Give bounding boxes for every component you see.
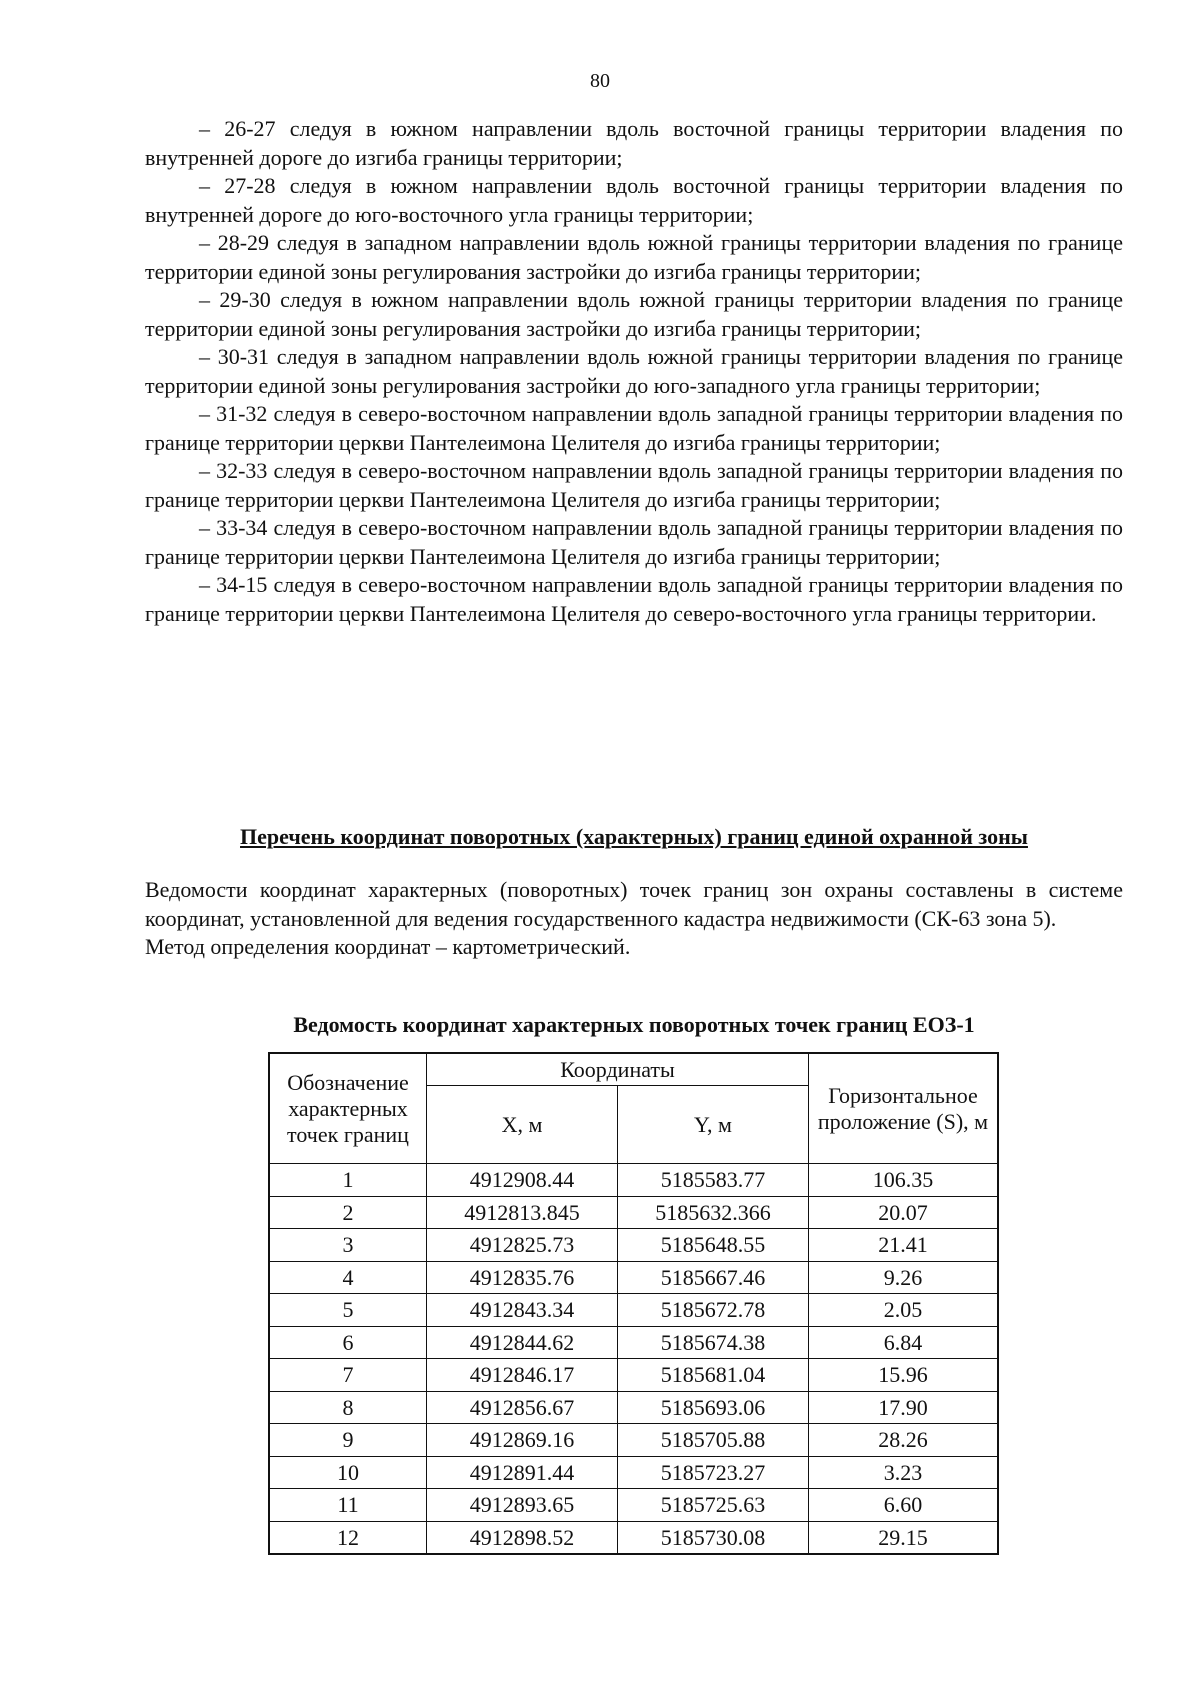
paragraph-31-32: – 31-32 следуя в северо-восточном направлении вдоль западной границы территории владения по границе территории церкви Пантелеимона Целителя до изгиба границы территории; <box>145 401 1123 455</box>
paragraph-32-33: – 32-33 следуя в северо-восточном направлении вдоль западной границы территории владения по границе территории церкви Пантелеимона Целителя до изгиба границы территории; <box>145 458 1123 512</box>
cell-n: 9 <box>269 1424 427 1457</box>
intro-paragraph: Ведомости координат характерных (поворотных) точек границ зон охраны составлены в системе координат, установленной для ведения государственного кадастра недвижимости (СК-63 зона 5). <box>145 877 1123 931</box>
cell-y: 5185725.63 <box>618 1489 809 1522</box>
table-row <box>269 1294 998 1327</box>
cell-n: 5 <box>269 1294 427 1327</box>
cell-x: 4912846.17 <box>427 1359 618 1392</box>
cell-n: 1 <box>269 1164 427 1197</box>
cell-s: 17.90 <box>809 1391 999 1424</box>
cell-x: 4912835.76 <box>427 1261 618 1294</box>
header-coordinates: Координаты <box>427 1053 809 1086</box>
cell-n: 10 <box>269 1456 427 1489</box>
table-title: Ведомость координат характерных поворотных точек границ ЕОЗ-1 <box>293 1012 975 1037</box>
cell-n: 8 <box>269 1391 427 1424</box>
cell-y: 5185672.78 <box>618 1294 809 1327</box>
paragraph-28-29: – 28-29 следуя в западном направлении вдоль южной границы территории владения по границе территории единой зоны регулирования застройки до изгиба границы территории; <box>145 230 1123 284</box>
cell-s: 29.15 <box>809 1521 999 1554</box>
table-row <box>269 1424 998 1457</box>
table-row <box>269 1229 998 1262</box>
table-row <box>269 1326 998 1359</box>
cell-y: 5185648.55 <box>618 1229 809 1262</box>
cell-x: 4912898.52 <box>427 1521 618 1554</box>
table-row <box>269 1456 998 1489</box>
cell-x: 4912893.65 <box>427 1489 618 1522</box>
cell-x: 4912908.44 <box>427 1164 618 1197</box>
table-row <box>269 1196 998 1229</box>
cell-y: 5185667.46 <box>618 1261 809 1294</box>
cell-n: 4 <box>269 1261 427 1294</box>
paragraph-26-27: – 26-27 следуя в южном направлении вдоль восточной границы территории владения по внутренней дороге до изгиба границы территории; <box>145 116 1123 170</box>
cell-s: 21.41 <box>809 1229 999 1262</box>
cell-n: 3 <box>269 1229 427 1262</box>
table-row <box>269 1359 998 1392</box>
cell-s: 6.84 <box>809 1326 999 1359</box>
coordinates-table <box>268 1052 999 1555</box>
cell-x: 4912869.16 <box>427 1424 618 1457</box>
cell-x: 4912843.34 <box>427 1294 618 1327</box>
cell-y: 5185681.04 <box>618 1359 809 1392</box>
paragraph-34-15: – 34-15 следуя в северо-восточном направлении вдоль западной границы территории владения по границе территории церкви Пантелеимона Целителя до северо-восточного угла границы территории. <box>145 572 1123 626</box>
cell-n: 12 <box>269 1521 427 1554</box>
paragraph-27-28: – 27-28 следуя в южном направлении вдоль восточной границы территории владения по внутренней дороге до юго-восточного угла границы территории; <box>145 173 1123 227</box>
cell-s: 15.96 <box>809 1359 999 1392</box>
cell-s: 3.23 <box>809 1456 999 1489</box>
cell-y: 5185674.38 <box>618 1326 809 1359</box>
table-row <box>269 1261 998 1294</box>
cell-x: 4912856.67 <box>427 1391 618 1424</box>
cell-n: 2 <box>269 1196 427 1229</box>
cell-y: 5185632.366 <box>618 1196 809 1229</box>
cell-n: 11 <box>269 1489 427 1522</box>
table-row <box>269 1489 998 1522</box>
cell-x: 4912813.845 <box>427 1196 618 1229</box>
header-horizontal-distance: Горизонтальное проложение (S), м <box>809 1053 999 1164</box>
cell-s: 106.35 <box>809 1164 999 1197</box>
cell-s: 9.26 <box>809 1261 999 1294</box>
paragraph-30-31: – 30-31 следуя в западном направлении вдоль южной границы территории владения по границе территории единой зоны регулирования застройки до юго-западного угла границы территории; <box>145 344 1123 398</box>
cell-s: 28.26 <box>809 1424 999 1457</box>
header-y: Y, м <box>618 1086 809 1164</box>
cell-x: 4912891.44 <box>427 1456 618 1489</box>
section-heading: Перечень координат поворотных (характерных) границ единой охранной зоны <box>240 824 1028 849</box>
header-x: X, м <box>427 1086 618 1164</box>
header-point: Обозначение характерных точек границ <box>269 1053 427 1164</box>
cell-x: 4912825.73 <box>427 1229 618 1262</box>
table-row <box>269 1391 998 1424</box>
cell-y: 5185705.88 <box>618 1424 809 1457</box>
cell-n: 6 <box>269 1326 427 1359</box>
page-number: 80 <box>590 70 610 92</box>
cell-y: 5185693.06 <box>618 1391 809 1424</box>
method-paragraph: Метод определения координат – картометрический. <box>145 934 631 959</box>
cell-s: 2.05 <box>809 1294 999 1327</box>
boundary-description <box>145 115 1123 628</box>
cell-y: 5185730.08 <box>618 1521 809 1554</box>
intro-text <box>145 876 1123 962</box>
paragraph-33-34: – 33-34 следуя в северо-восточном направлении вдоль западной границы территории владения по границе территории церкви Пантелеимона Целителя до изгиба границы территории; <box>145 515 1123 569</box>
cell-s: 20.07 <box>809 1196 999 1229</box>
cell-y: 5185583.77 <box>618 1164 809 1197</box>
paragraph-29-30: – 29-30 следуя в южном направлении вдоль южной границы территории владения по границе территории единой зоны регулирования застройки до изгиба границы территории; <box>145 287 1123 341</box>
cell-y: 5185723.27 <box>618 1456 809 1489</box>
cell-x: 4912844.62 <box>427 1326 618 1359</box>
cell-n: 7 <box>269 1359 427 1392</box>
table-row <box>269 1521 998 1554</box>
cell-s: 6.60 <box>809 1489 999 1522</box>
table-row <box>269 1164 998 1197</box>
